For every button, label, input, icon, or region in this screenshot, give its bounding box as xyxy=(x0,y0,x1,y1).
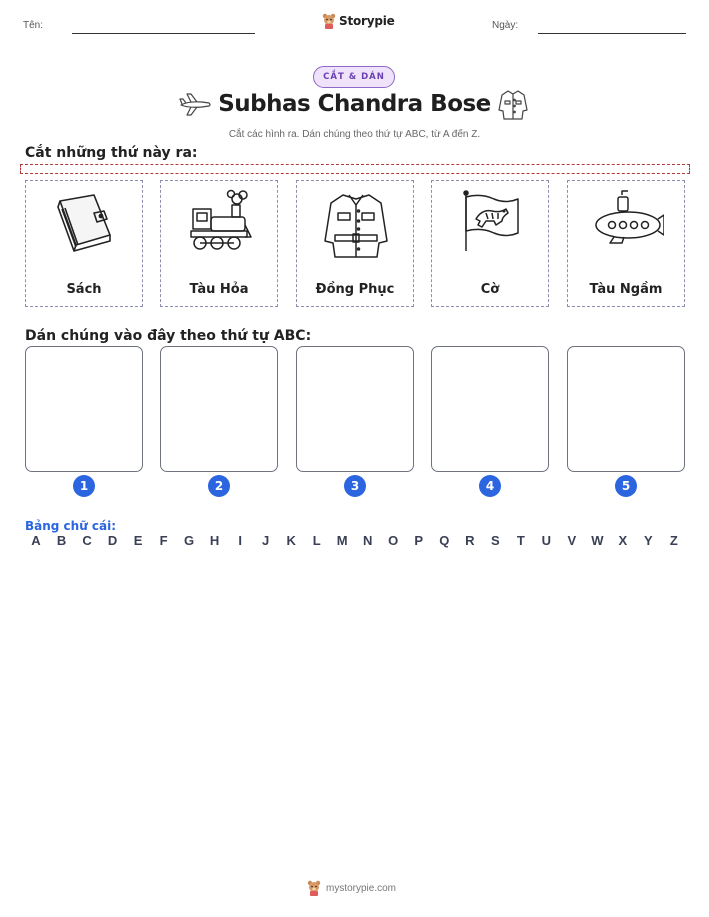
card-label-book: Sách xyxy=(66,282,102,297)
slot-number-4: 4 xyxy=(479,475,501,497)
letter-p: P xyxy=(414,533,424,548)
paste-box-4[interactable] xyxy=(431,346,549,472)
cut-card-flag[interactable] xyxy=(431,180,549,307)
page-title: Subhas Chandra Bose xyxy=(218,91,491,117)
letter-u: U xyxy=(541,533,551,548)
instructions: Cắt các hình ra. Dán chúng theo thứ tự ABC, từ A đến Z. xyxy=(228,129,481,140)
bear-logo-icon xyxy=(307,880,321,896)
letter-n: N xyxy=(363,533,373,548)
alphabet-row xyxy=(28,533,682,548)
cut-line xyxy=(20,164,690,174)
letter-z: Z xyxy=(669,533,678,548)
paste-heading: Dán chúng vào đây theo thứ tự ABC: xyxy=(25,328,312,344)
card-label-submarine: Tàu Ngầm xyxy=(589,282,663,297)
letter-o: O xyxy=(388,533,399,548)
slot-number-2: 2 xyxy=(208,475,230,497)
cut-card-uniform[interactable] xyxy=(296,180,414,307)
footer-url[interactable]: mystorypie.com xyxy=(326,882,397,894)
letter-c: C xyxy=(82,533,92,548)
name-line[interactable] xyxy=(72,33,255,34)
letter-x: X xyxy=(618,533,628,548)
letter-d: D xyxy=(107,533,118,548)
card-label-uniform: Đồng Phục xyxy=(315,282,395,297)
letter-g: G xyxy=(184,533,195,548)
cut-card-train[interactable] xyxy=(160,180,278,307)
letter-b: B xyxy=(56,533,67,548)
letter-f: F xyxy=(159,533,168,548)
flag-icon xyxy=(456,189,526,257)
letter-t: T xyxy=(516,533,525,548)
letter-l: L xyxy=(312,533,321,548)
name-label: Tên: xyxy=(23,20,44,31)
cut-card-book[interactable] xyxy=(25,180,143,307)
letter-k: K xyxy=(286,533,296,548)
card-label-flag: Cờ xyxy=(480,282,500,297)
train-icon xyxy=(185,189,255,257)
slot-number-1: 1 xyxy=(73,475,95,497)
date-line[interactable] xyxy=(538,33,686,34)
paste-box-1[interactable] xyxy=(25,346,143,472)
letter-m: M xyxy=(336,533,348,548)
submarine-icon xyxy=(592,189,664,257)
letter-w: W xyxy=(591,533,604,548)
letter-q: Q xyxy=(439,533,450,548)
footer xyxy=(307,880,396,896)
slot-number-3: 3 xyxy=(344,475,366,497)
uniform-icon xyxy=(321,189,391,261)
letter-r: R xyxy=(465,533,475,548)
slot-number-5: 5 xyxy=(615,475,637,497)
alphabet-title: Bảng chữ cái: xyxy=(25,519,117,533)
storypie-logo xyxy=(322,13,395,29)
letter-a: A xyxy=(31,533,41,548)
paste-box-5[interactable] xyxy=(567,346,685,472)
paste-box-3[interactable] xyxy=(296,346,414,472)
letter-s: S xyxy=(490,533,500,548)
activity-badge: CẮT & DÁN xyxy=(313,66,395,88)
date-label: Ngày: xyxy=(492,20,519,31)
letter-j: J xyxy=(262,533,270,548)
letter-i: I xyxy=(238,533,242,548)
bear-logo-icon xyxy=(322,13,336,29)
book-icon xyxy=(50,189,120,257)
letter-e: E xyxy=(133,533,143,548)
logo-text: Storypie xyxy=(339,14,395,28)
cut-heading: Cắt những thứ này ra: xyxy=(25,145,198,161)
cut-card-submarine[interactable] xyxy=(567,180,685,307)
card-label-train: Tàu Hỏa xyxy=(189,282,249,297)
paste-box-2[interactable] xyxy=(160,346,278,472)
letter-y: Y xyxy=(644,533,653,548)
jacket-icon xyxy=(497,88,529,122)
letter-h: H xyxy=(209,533,220,548)
letter-v: V xyxy=(567,533,577,548)
